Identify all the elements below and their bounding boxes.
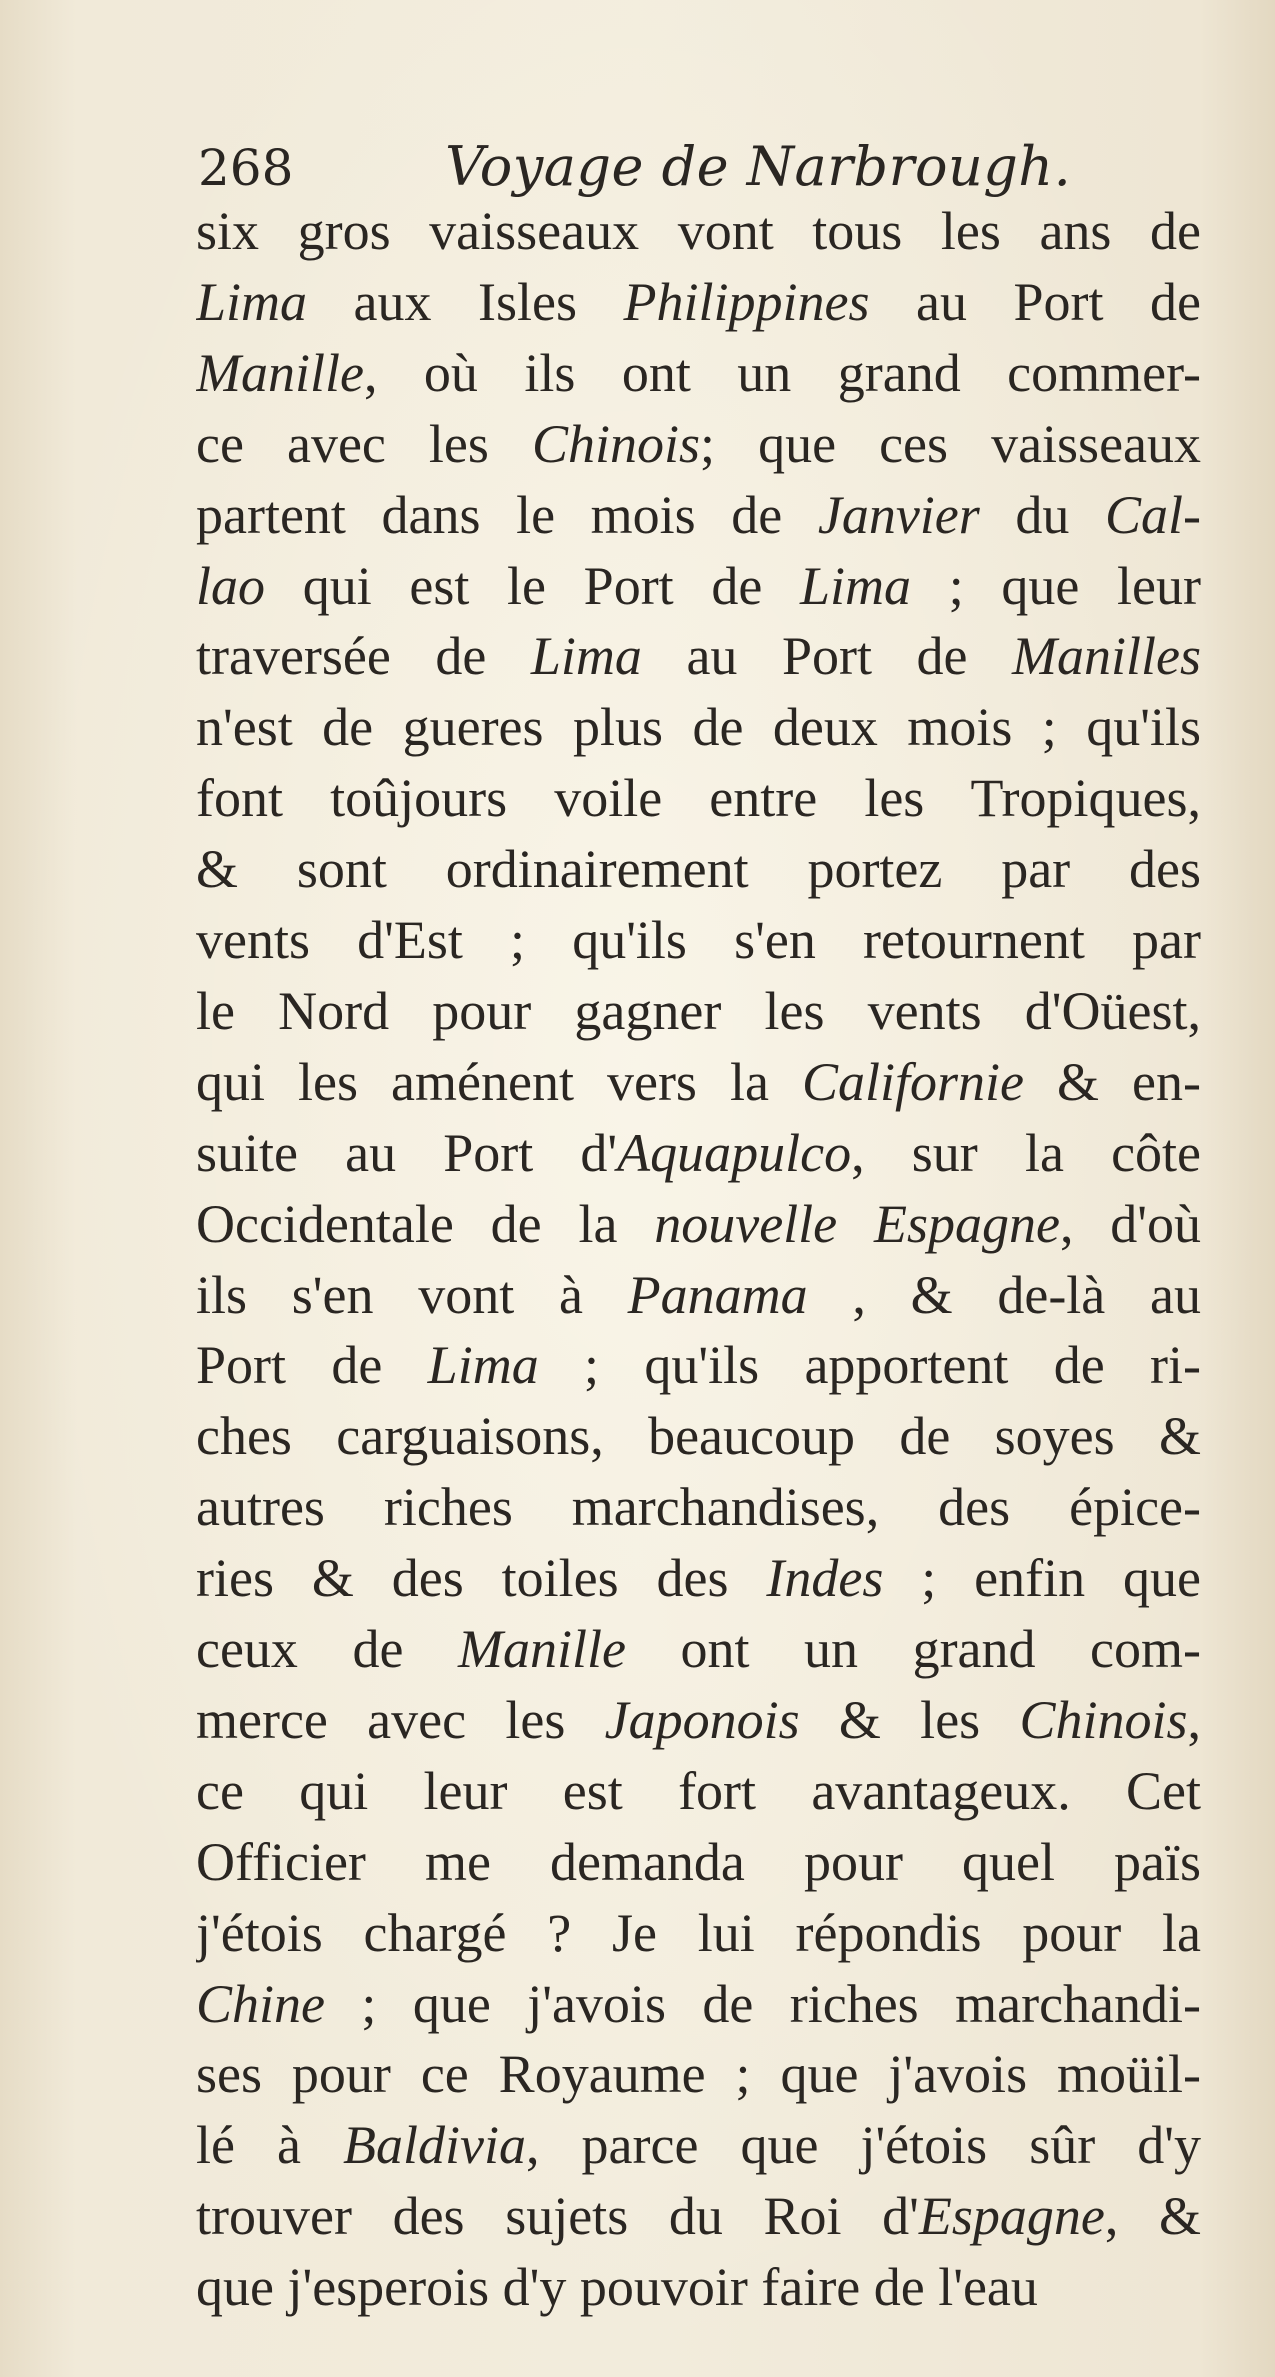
- italic-text-span: nouvelle Espagne: [654, 1193, 1060, 1254]
- text-span: trouver des sujets du Roi d': [196, 2186, 919, 2247]
- text-span: partent dans le mois de: [196, 484, 818, 545]
- text-span: vents d'Est ; qu'ils s'en retournent par: [196, 910, 1201, 970]
- text-line: [196, 480, 1201, 550]
- text-span: , parce que j'étois sûr d'y: [525, 2115, 1201, 2176]
- text-line: [196, 1330, 1201, 1400]
- text-span: ce avec les: [196, 413, 532, 474]
- text-line: [196, 1401, 1201, 1471]
- text-span: , où ils ont un grand commer-: [363, 342, 1201, 403]
- text-span: , d'où: [1059, 1193, 1201, 1254]
- text-span: ; que leur: [911, 555, 1201, 616]
- page-header: [198, 132, 1198, 202]
- text-span: du: [979, 484, 1105, 545]
- italic-text-span: Chine: [196, 1973, 325, 2034]
- text-line: [196, 1827, 1201, 1897]
- text-line: [196, 976, 1201, 1046]
- italic-text-span: Californie: [801, 1051, 1024, 1112]
- text-line: [196, 2252, 1201, 2322]
- text-span: ; qu'ils apportent de ri-: [538, 1335, 1201, 1396]
- text-span: merce avec les: [196, 1689, 605, 1750]
- text-line: [196, 2110, 1201, 2180]
- italic-text-span: Lima: [427, 1335, 539, 1396]
- body-text: [196, 196, 1201, 2336]
- text-span: , & de-là au: [807, 1264, 1201, 1325]
- text-line: [196, 1260, 1201, 1330]
- text-line: [196, 196, 1201, 266]
- italic-text-span: Manilles: [1012, 626, 1201, 687]
- text-span: & en-: [1023, 1051, 1201, 1112]
- italic-text-span: Lima: [800, 555, 912, 616]
- text-span: & les: [799, 1689, 1020, 1750]
- text-line: [196, 621, 1201, 691]
- text-line: [196, 338, 1201, 408]
- text-line: [196, 409, 1201, 479]
- text-line: [196, 1047, 1201, 1117]
- text-span: n'est de gueres plus de deux mois ; qu'ils: [196, 697, 1201, 758]
- italic-text-span: Manille: [457, 1619, 626, 1679]
- text-span: ; enfin que: [883, 1548, 1201, 1609]
- text-span: , sur la côte: [851, 1122, 1201, 1183]
- text-line: [196, 1685, 1201, 1755]
- text-line: [196, 692, 1201, 762]
- text-line: [196, 267, 1201, 337]
- text-span: ce qui leur est fort avantageux. Cet: [196, 1760, 1201, 1821]
- text-span: ; que ces vaisseaux: [700, 413, 1201, 474]
- text-span: ches carguaisons, beaucoup de soyes &: [196, 1406, 1201, 1467]
- text-line: [196, 1118, 1201, 1188]
- running-title: Voyage de Narbrough.: [445, 135, 1072, 198]
- text-line: [196, 1614, 1201, 1684]
- text-span: ses pour ce Royaume ; que j'avois moüil-: [196, 2044, 1201, 2105]
- italic-text-span: lao: [196, 555, 266, 616]
- text-span: autres riches marchandises, des épice-: [196, 1477, 1201, 1538]
- text-span: ils s'en vont à: [196, 1264, 628, 1325]
- text-span: ont un grand com-: [625, 1619, 1201, 1679]
- text-span: & sont ordinairement portez par des: [196, 839, 1201, 900]
- text-span: le Nord pour gagner les vents d'Oüest,: [196, 980, 1201, 1041]
- text-span: ,: [1187, 1689, 1201, 1750]
- text-line: [196, 1189, 1201, 1259]
- text-span: au Port de: [869, 271, 1201, 332]
- text-span: font toûjours voile entre les Tropiques,: [196, 768, 1201, 829]
- text-span: ; que j'avois de riches marchandi-: [325, 1973, 1201, 2034]
- italic-text-span: Cal-: [1104, 484, 1201, 545]
- text-line: [196, 551, 1201, 621]
- italic-text-span: Manille: [196, 342, 364, 403]
- italic-text-span: Lima: [530, 626, 642, 687]
- text-line: [196, 2039, 1201, 2109]
- text-line: [196, 834, 1201, 904]
- text-span: traversée de: [196, 626, 531, 687]
- text-span: Port de: [196, 1335, 428, 1396]
- italic-text-span: Chinois: [531, 413, 701, 474]
- text-span: lé à: [196, 2115, 344, 2176]
- text-span: qui est le Port de: [265, 555, 800, 616]
- text-line: [196, 1472, 1201, 1542]
- text-span: six gros vaisseaux vont tous les ans de: [196, 201, 1201, 261]
- text-line: [196, 1969, 1201, 2039]
- italic-text-span: Panama: [627, 1264, 808, 1325]
- italic-text-span: Chinois: [1019, 1689, 1188, 1750]
- text-line: [196, 2181, 1201, 2251]
- text-line: [196, 905, 1201, 975]
- text-line: [196, 1898, 1201, 1968]
- text-span: que j'esperois d'y pouvoir faire de l'eau: [196, 2257, 1038, 2318]
- italic-text-span: Janvier: [817, 484, 980, 545]
- text-span: j'étois chargé ? Je lui répondis pour la: [196, 1902, 1201, 1963]
- italic-text-span: Baldivia: [343, 2115, 526, 2176]
- text-span: qui les aménent vers la: [196, 1051, 802, 1112]
- text-span: Officier me demanda pour quel païs: [196, 1831, 1201, 1892]
- text-span: Occidentale de la: [196, 1193, 655, 1254]
- text-span: suite au Port d': [196, 1122, 618, 1183]
- text-span: aux Isles: [307, 271, 624, 332]
- italic-text-span: Philippines: [623, 271, 870, 332]
- italic-text-span: Lima: [196, 271, 308, 332]
- text-line: [196, 1543, 1201, 1613]
- text-span: ceux de: [196, 1619, 458, 1679]
- page-number: 268: [198, 139, 294, 197]
- text-span: au Port de: [641, 626, 1013, 687]
- italic-text-span: Japonois: [604, 1689, 800, 1750]
- italic-text-span: Indes: [766, 1548, 884, 1609]
- text-span: , &: [1104, 2186, 1201, 2247]
- text-line: [196, 1756, 1201, 1826]
- italic-text-span: Espagne: [918, 2186, 1105, 2247]
- text-line: [196, 763, 1201, 833]
- italic-text-span: Aquapulco: [617, 1122, 852, 1183]
- text-span: ries & des toiles des: [196, 1548, 767, 1609]
